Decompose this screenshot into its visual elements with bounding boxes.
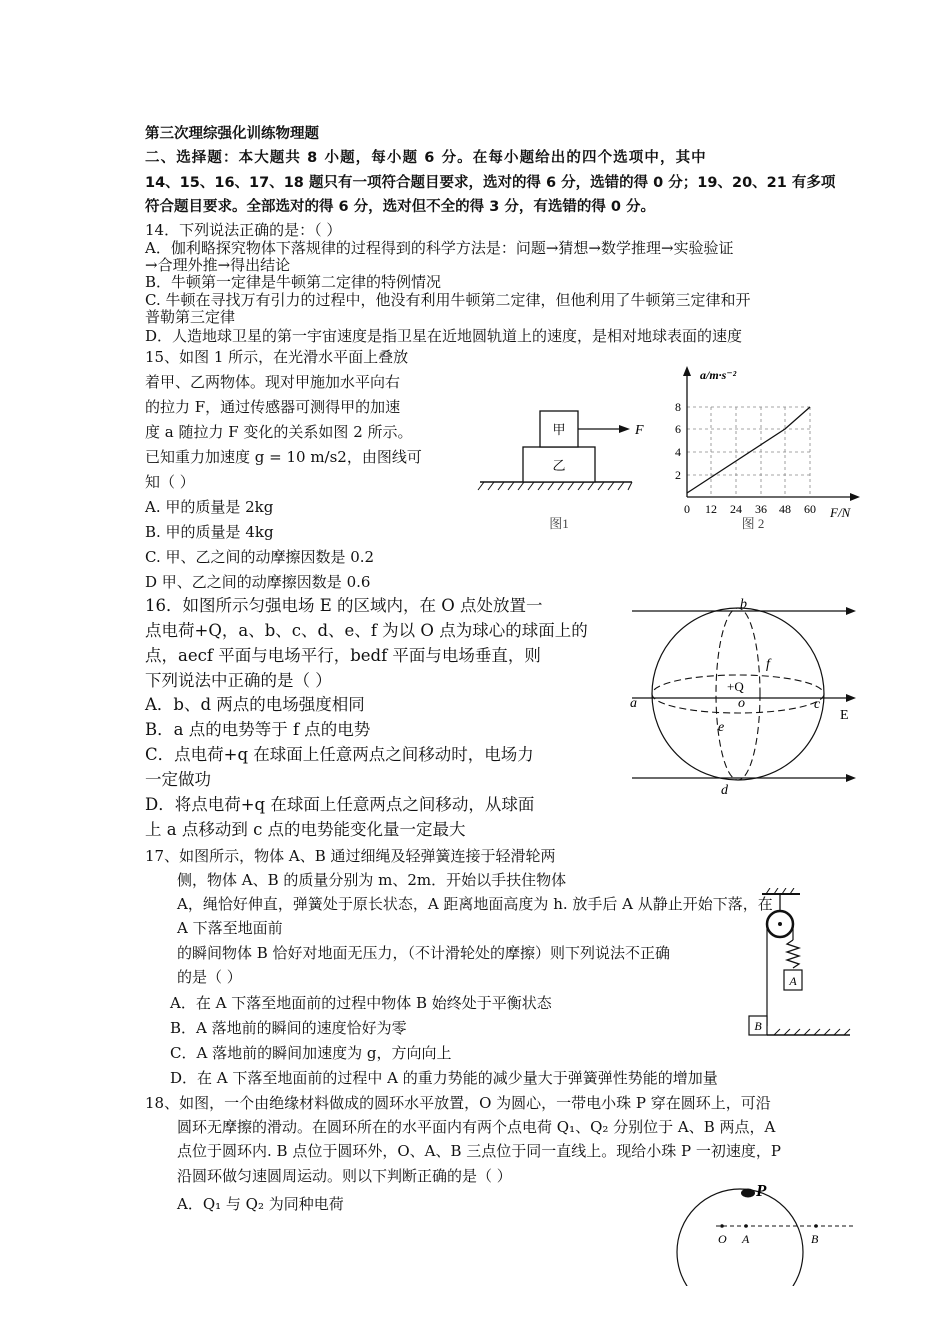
force-label: F [635,423,644,438]
block-a-label: A [789,974,797,988]
q16-option-b: B．a 点的电势等于 f 点的电势 [145,720,371,739]
a-f-line [687,407,810,493]
q17-option-a: A．在 A 下落至地面前的过程中物体 B 始终处于平衡状态 [170,994,552,1012]
y-tick: 2 [675,468,681,482]
q16-line1: 16．如图所示匀强电场 E 的区域内，在 O 点处放置一 [145,596,543,615]
point-b-label: B [811,1232,819,1246]
q15-figure-2 [660,362,870,537]
q17-option-b: B．A 落地前的瞬间的速度恰好为零 [170,1019,407,1037]
block-yi-label: 乙 [552,458,566,473]
q15-option-c: C. 甲、乙之间的动摩擦因数是 0.2 [145,548,375,566]
y-tick: 4 [675,445,681,459]
q14-option-d: D．人造地球卫星的第一宇宙速度是指卫星在近地圆轨道上的速度，是相对地球表面的速度 [145,327,743,345]
bead-p-label: P [756,1181,767,1200]
q18-line3: 点位于圆环内. B 点位于圆环外，O、A、B 三点位于同一直线上。现给小珠 P 一初速度，P [177,1142,781,1160]
q15-line1: 15、如图 1 所示，在光滑水平面上叠放 [145,348,409,366]
q16-line4: 下列说法中正确的是（ ） [145,671,332,690]
q18-option-a: A．Q₁ 与 Q₂ 为同种电荷 [177,1195,344,1213]
charge-q-label: +Q [727,679,744,694]
figure-2-caption: 图 2 [741,516,765,531]
y-tick: 6 [675,422,681,436]
section-heading-line3: 符合题目要求。全部选对的得 6 分，选对但不全的得 3 分，有选错的得 0 分。 [145,199,656,215]
point-a-label: a [630,696,637,711]
q16-line2: 点电荷+Q，a、b、c、d、e、f 为以 O 点为球心的球面上的 [145,621,588,640]
q17-line6: 的是（ ） [177,968,242,986]
point-b-label: b [740,597,747,612]
q15-line3: 的拉力 F，通过传感器可测得甲的加速 [145,398,401,416]
q18-ring-figure [660,1176,860,1286]
x-tick: 48 [779,502,791,516]
q18-line4: 沿圆环做匀速圆周运动。则以下判断正确的是（ ） [177,1167,512,1185]
x-tick: 60 [804,502,816,516]
x-tick: 0 [684,502,690,516]
field-arrow-icon [846,694,856,702]
y-axis-arrow-icon [683,366,691,376]
point-a-label: A [742,1232,750,1246]
y-tick: 8 [675,400,681,414]
field-e-label: E [840,708,849,723]
q16-option-d-line2: 上 a 点移动到 c 点的电势能变化量一定最大 [145,820,466,839]
spring [787,940,799,968]
q18-line2: 圆环无摩擦的滑动。在圆环所在的水平面内有两个点电荷 Q₁、Q₂ 分别位于 A、B 两点，A [177,1118,776,1136]
q17-line3: A，绳恰好伸直，弹簧处于原长状态，A 距离地面高度为 h. 放手后 A 从静止开始下落，在 [177,895,773,913]
bead-p [741,1189,755,1198]
x-axis-label: F/N [830,505,851,520]
point-c-label: c [814,697,821,712]
x-axis-arrow-icon [850,493,860,501]
q14-option-a-line2: →合理外推→得出结论 [145,256,291,274]
q17-option-c: C．A 落地前的瞬间加速度为 g，方向向上 [170,1044,452,1062]
q14-stem: 14．下列说法正确的是：（ ） [145,221,342,239]
q17-line5: 的瞬间物体 B 恰好对地面无压力，（不计滑轮处的摩擦）则下列说法不正确 [177,944,671,962]
point-o-label: O [718,1232,727,1246]
section-heading-line2: 14、15、16、17、18 题只有一项符合题目要求，选对的得 6 分，选错的得 0 分；19、20、21 有多项 [145,175,836,191]
field-arrow-icon [846,774,856,782]
q16-option-a: A．b、d 两点的电场强度相同 [145,695,365,714]
y-axis-label: a/m·s⁻² [700,368,737,382]
q15-option-d: D 甲、乙之间的动摩擦因数是 0.6 [145,573,371,591]
q15-line5: 已知重力加速度 g = 10 m/s2，由图线可 [145,448,422,466]
point-d-label: d [721,783,728,798]
sphere-outline [652,608,824,780]
q16-sphere-figure [620,592,870,802]
q15-figure-1 [470,400,645,535]
block-b-label: B [754,1019,762,1033]
q14-option-a-line1: A．伽利略探究物体下落规律的过程得到的科学方法是：问题→猜想→数学推理→实验验证 [145,239,734,257]
block-jia-label: 甲 [552,422,566,437]
q18-line1: 18、如图，一个由绝缘材料做成的圆环水平放置，O 为圆心，一带电小珠 P 穿在圆环上，可沿 [145,1094,771,1112]
x-tick: 36 [755,502,767,516]
q16-option-c-line2: 一定做功 [145,770,211,789]
q15-line2: 着甲、乙两物体。现对甲施加水平向右 [145,373,401,391]
x-tick: 24 [730,502,742,516]
q17-line2: 侧，物体 A、B 的质量分别为 m、2m．开始以手扶住物体 [177,871,567,889]
q14-option-c-line1: C. 牛顿在寻找万有引力的过程中，他没有利用牛顿第二定律，但他利用了牛顿第三定律和开 [145,291,751,309]
point-f-label: f [766,657,770,672]
insulating-ring [677,1189,803,1286]
q15-option-b: B. 甲的质量是 4kg [145,523,274,541]
q15-line6: 知（ ） [145,473,195,491]
point-o-label: o [738,696,745,711]
page-title: 第三次理综强化训练物理题 [145,126,319,142]
q14-option-c-line2: 普勒第三定律 [145,308,236,326]
q16-line3: 点，aecf 平面与电场平行，bedf 平面与电场垂直，则 [145,646,541,665]
q14-option-b: B．牛顿第一定律是牛顿第二定律的特例情况 [145,273,442,291]
section-heading-line1: 二、选择题：本大题共 8 小题，每小题 6 分。在每小题给出的四个选项中，其中 [145,150,707,166]
q16-option-d-line1: D．将点电荷+q 在球面上任意两点之间移动，从球面 [145,795,535,814]
q16-option-c-line1: C．点电荷+q 在球面上任意两点之间移动时，电场力 [145,745,534,764]
q17-pulley-figure [740,888,855,1040]
figure-1-caption: 图1 [549,516,569,531]
q17-line1: 17、如图所示，物体 A、B 通过细绳及轻弹簧连接于轻滑轮两 [145,847,556,865]
q17-option-d: D．在 A 下落至地面前的过程中 A 的重力势能的减少量大于弹簧弹性势能的增加量 [170,1069,718,1087]
force-arrow-icon [619,425,630,433]
field-arrow-icon [846,607,856,615]
x-tick: 12 [705,502,717,516]
point-e-label: e [718,720,725,735]
q17-line4: A 下落至地面前 [177,919,283,937]
q15-option-a: A. 甲的质量是 2kg [145,498,274,516]
q15-line4: 度 a 随拉力 F 变化的关系如图 2 所示。 [145,423,413,441]
